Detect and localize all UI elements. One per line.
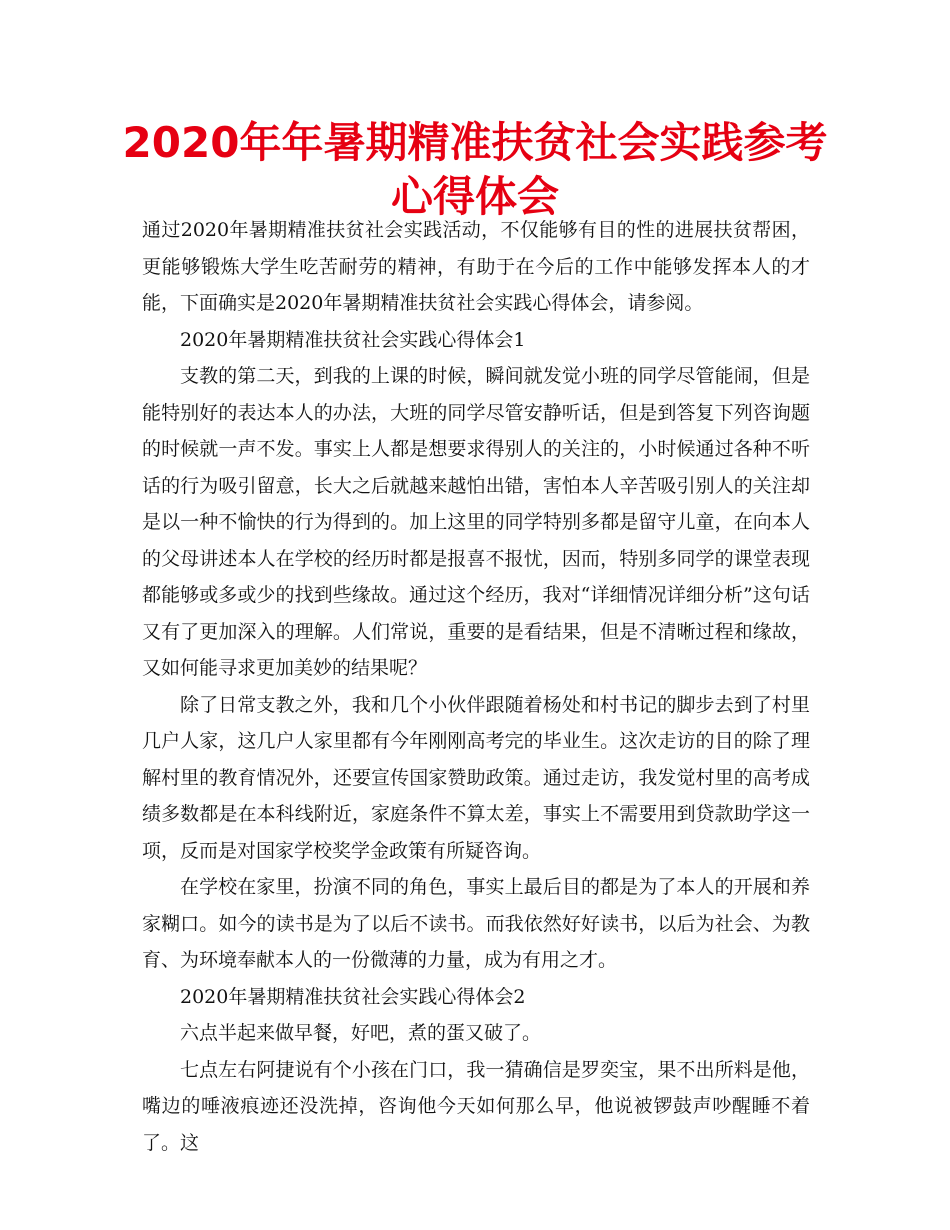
section-heading-2: 2020年暑期精准扶贫社会实践心得体会2 bbox=[180, 985, 526, 1008]
paragraph: 六点半起来做早餐，好吧，煮的蛋又破了。 bbox=[180, 1022, 542, 1044]
paragraph: 在学校在家里，扮演不同的角色，事实上最后目的都是为了本人的开展和养家糊口。如今的读书是为了以后不读书。而我依然好好读书，以后为社会、为教育、为环境奉献本人的一份微薄的力量，成为有用之才。 bbox=[142, 876, 810, 971]
paragraph-intro: 通过2020年暑期精准扶贫社会实践活动，不仅能够有目的性的进展扶贫帮困，更能够锻炼大学生吃苦耐劳的精神，有助于在今后的工作中能够发挥本人的才能，下面确实是2020年暑期精准扶贫社会实践心得体会，请参阅。 bbox=[142, 219, 810, 314]
paragraph: 除了日常支教之外，我和几个小伙伴跟随着杨处和村书记的脚步去到了村里几户人家，这几户人家里都有今年刚刚高考完的毕业生。这次走访的目的除了理解村里的教育情况外，还要宣传国家赞助政策。通过走访，我发觉村里的高考成绩多数都是在本科线附近，家庭条件不算太差，事实上不需要用到贷款助学这一项，反而是对国家学校奖学金政策有所疑咨询。 bbox=[142, 693, 810, 862]
document-title: 2020年年暑期精准扶贫社会实践参考心得体会 bbox=[122, 118, 828, 221]
paragraph: 支教的第二天，到我的上课的时候，瞬间就发觉小班的同学尽管能闹，但是能特别好的表达本人的办法，大班的同学尽管安静听话，但是到答复下列咨询题的时候就一声不发。事实上人都是想要求得别人的关注的，小时候通过各种不听话的行为吸引留意，长大之后就越来越怕出错，害怕本人辛苦吸引别人的关注却是以一种不愉快的行为得到的。加上这里的同学特别多都是留守儿童，在向本人的父母讲述本人在学校的经历时都是报喜不报忧，因而，特别多同学的课堂表现都能够或多或少的找到些缘故。通过这个经历，我对“详细情况详细分析”这句话又有了更加深入的理解。人们常说，重要的是看结果，但是不清晰过程和缘故，又如何能寻求更加美妙的结果呢？ bbox=[142, 365, 810, 679]
document-body bbox=[142, 212, 810, 1161]
paragraph: 七点左右阿捷说有个小孩在门口，我一猜确信是罗奕宝，果不出所料是他，嘴边的唾液痕迹还没洗掉，咨询他今天如何那么早，他说被锣鼓声吵醒睡不着了。这 bbox=[142, 1058, 810, 1154]
section-heading-1: 2020年暑期精准扶贫社会实践心得体会1 bbox=[180, 328, 526, 351]
